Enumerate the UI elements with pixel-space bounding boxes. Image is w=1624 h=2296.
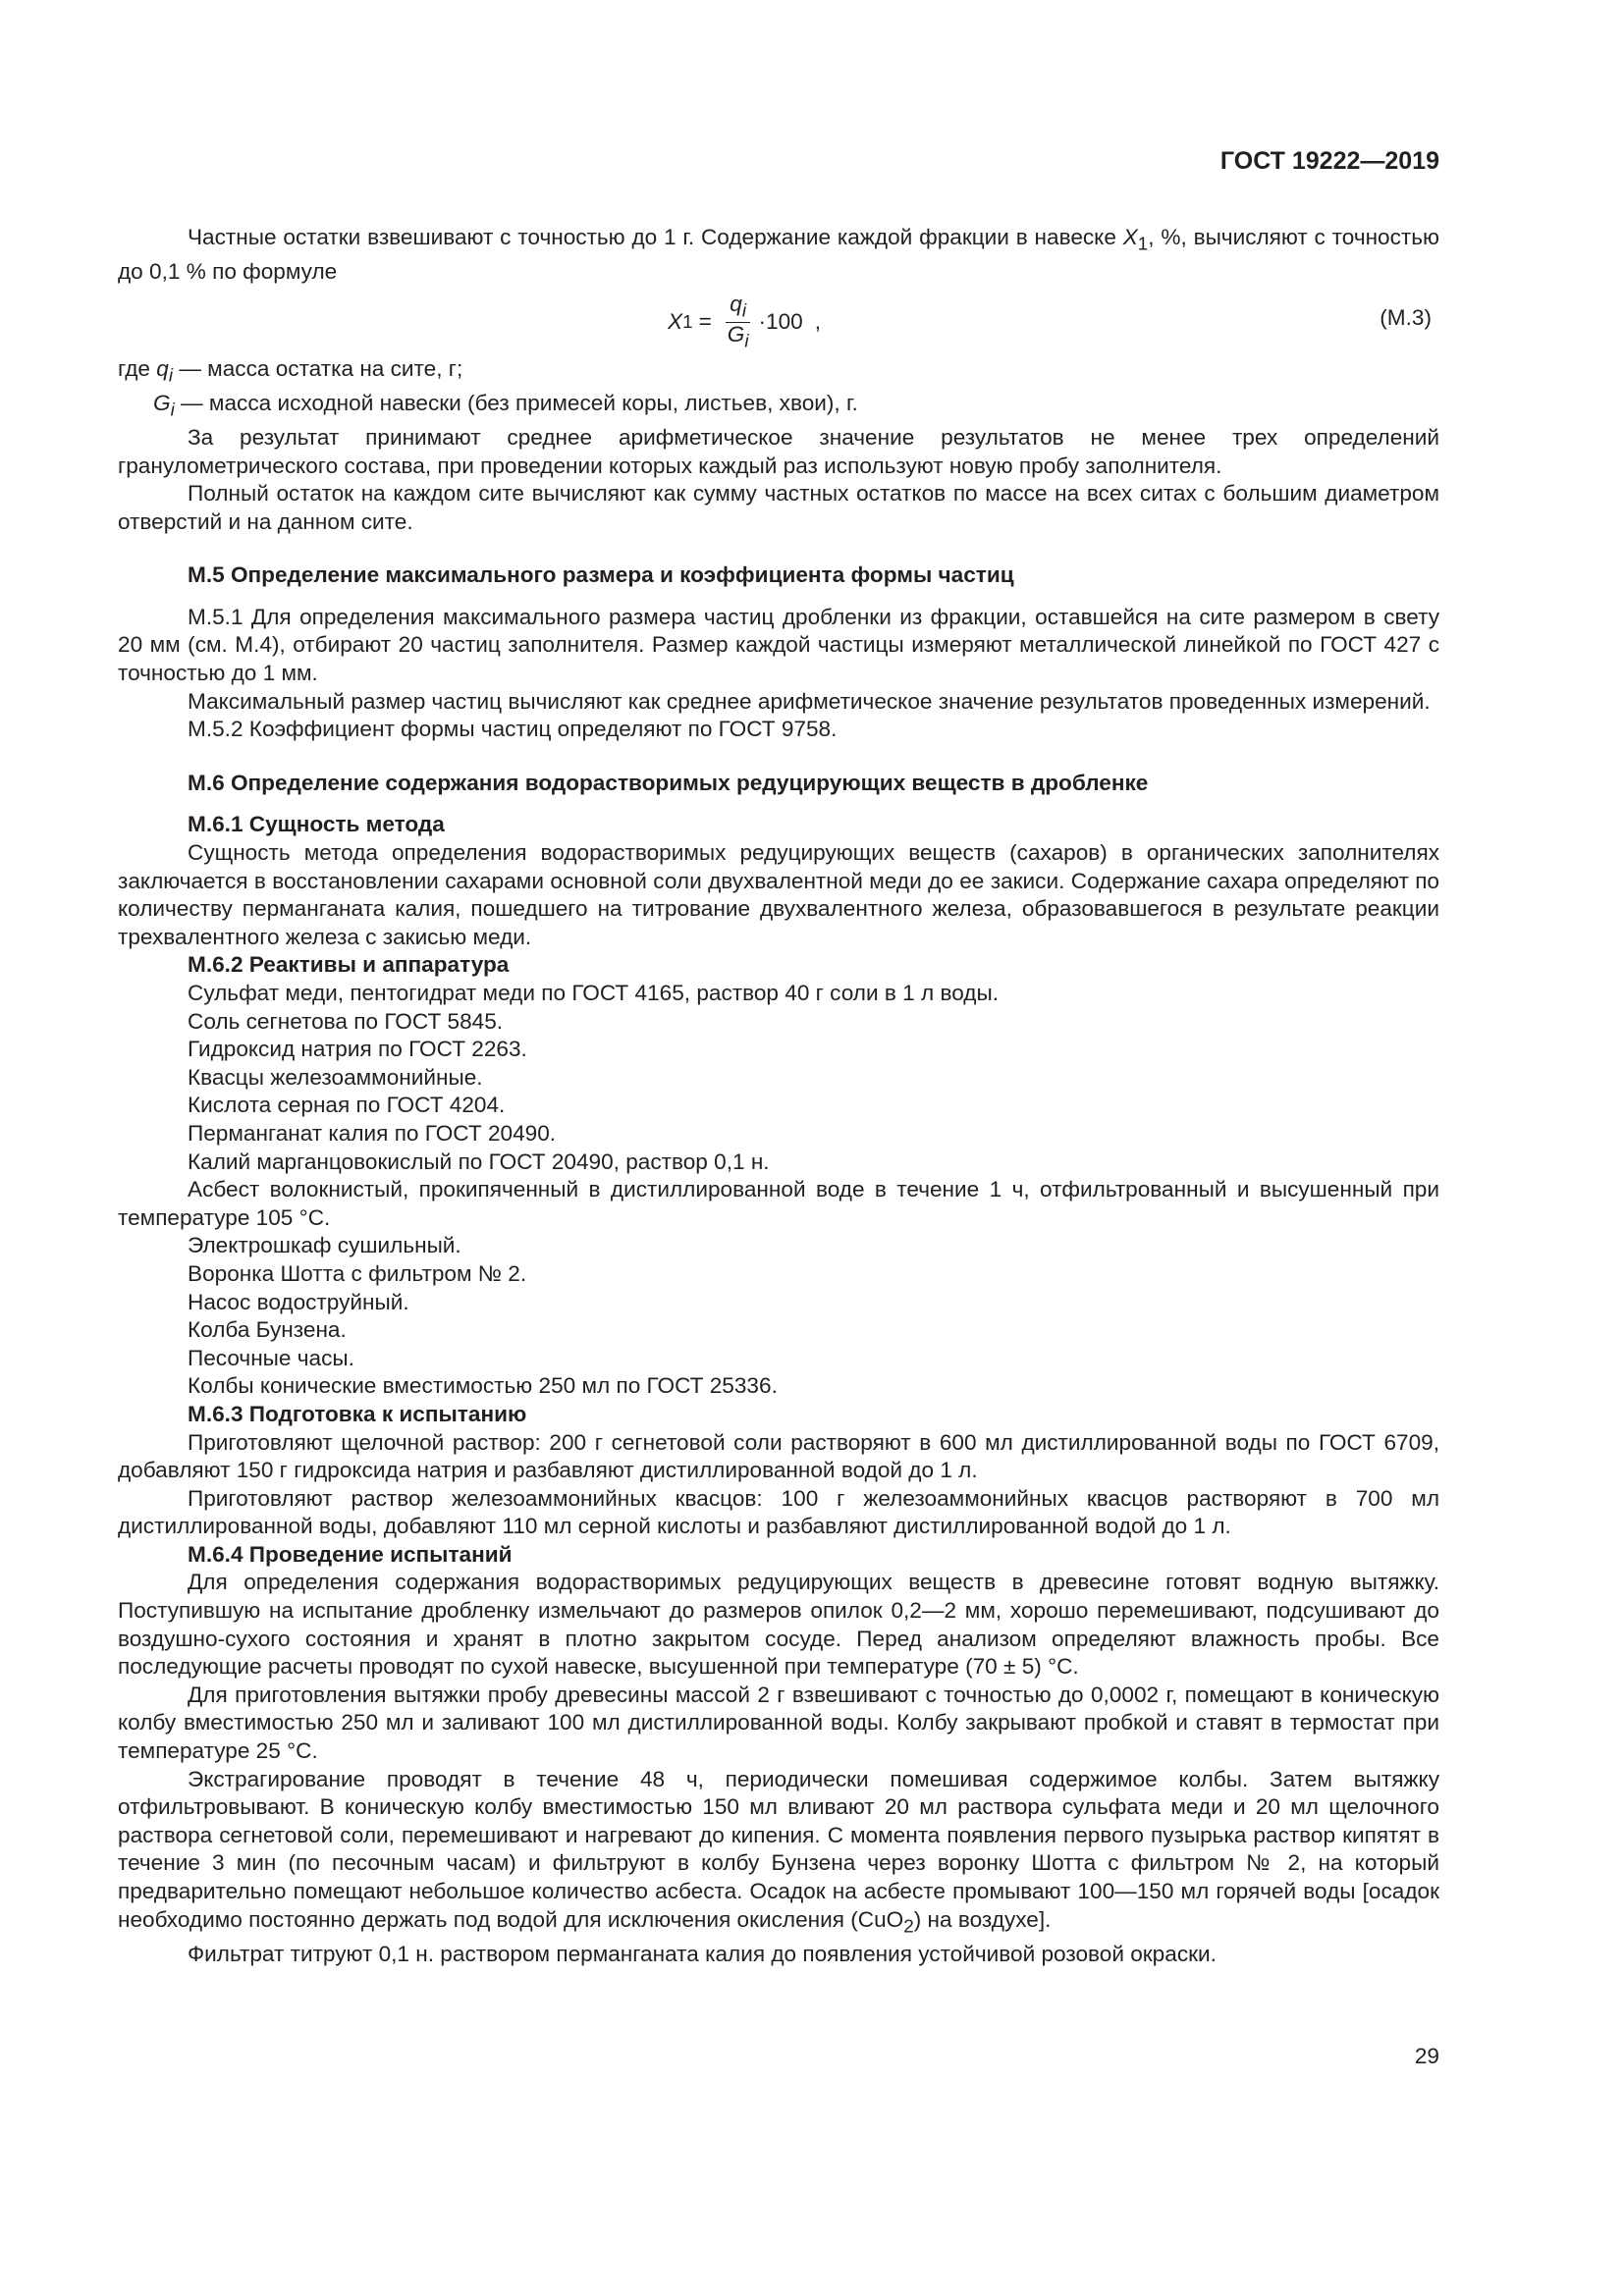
m6-4-paragraph-1: Для определения содержания водорастворимых редуцирующих веществ в древесине готовят водную вытяжку. Поступившую на испытание дробленку измельчают до размеров опилок 0,2—2 мм, хорошо перемешивают, подсушивают до воздушно-сухого состояния и хранят в плотно закрытом сосуде. Перед анализом определяют влажность пробы. Все последующие расчеты проводят по сухой навеске, высушенной при температуре (70 ± 5) °С. <box>118 1570 1439 1680</box>
reagent-item: Кислота серная по ГОСТ 4204. <box>188 1093 506 1118</box>
m5-paragraph-2: Максимальный размер частиц вычисляют как среднее арифметическое значение результатов проведенных измерений. <box>188 688 1431 714</box>
m6-3-heading: М.6.3 Подготовка к испытанию <box>188 1401 527 1426</box>
m5-paragraph-3: М.5.2 Коэффициент формы частиц определяют по ГОСТ 9758. <box>188 717 838 742</box>
full-residue-paragraph: Полный остаток на каждом сите вычисляют как сумму частных остатков по массе на всех ситах с большим диаметром отверстий и на данном сите. <box>118 481 1439 534</box>
reagent-item: Асбест волокнистый, прокипяченный в дистиллированной воде в течение 1 ч, отфильтрованный и высушенный при температуре 105 °С. <box>118 1177 1439 1230</box>
section-m5-heading: М.5 Определение максимального размера и коэффициента формы частиц <box>188 562 1014 588</box>
reagent-item: Колба Бунзена. <box>188 1317 347 1343</box>
m6-4-heading: М.6.4 Проведение испытаний <box>188 1541 513 1567</box>
formula-m3 <box>118 287 1439 355</box>
m6-4-paragraph-2: Для приготовления вытяжки пробу древесины массой 2 г взвешивают с точностью до 0,0002 г, помещают в коническую колбу вместимостью 250 мл и заливают 100 мл дистиллированной воды. Колбу закрывают пробкой и ставят в термостат при температуре 25 °С. <box>118 1682 1439 1764</box>
where-line-1: где $q_i$ — масса остатка на сите, г; <box>118 355 463 386</box>
reagent-item: Сульфат меди, пентогидрат меди по ГОСТ 4165, раствор 40 г соли в 1 л воды. <box>188 981 999 1006</box>
reagent-item: Квасцы железоаммонийные. <box>188 1064 483 1090</box>
reagent-item: Гидроксид натрия по ГОСТ 2263. <box>188 1037 527 1062</box>
where-line-2: $G_i$ — масса исходной навески (без примесей коры, листьев, хвои), г. <box>153 390 858 420</box>
result-paragraph: За результат принимают среднее арифметическое значение результатов не менее трех определений гранулометрического состава, при проведении которых каждый раз используют новую пробу заполнителя. <box>118 424 1439 478</box>
reagent-item: Колбы конические вместимостью 250 мл по ГОСТ 25336. <box>188 1373 778 1399</box>
page-number: 29 <box>1414 2044 1439 2068</box>
m6-3-paragraph-1: Приготовляют щелочной раствор: 200 г сегнетовой соли растворяют в 600 мл дистиллированной воды по ГОСТ 6709, добавляют 150 г гидроксида натрия и разбавляют дистиллированной водой до 1 л. <box>118 1429 1439 1483</box>
section-m6-heading: М.6 Определение содержания водорастворимых редуцирующих веществ в дробленке <box>188 770 1149 795</box>
m6-4-paragraph-4: Фильтрат титруют 0,1 н. раствором перманганата калия до появления устойчивой розовой окраски. <box>188 1941 1217 1966</box>
reagent-item: Соль сегнетова по ГОСТ 5845. <box>188 1008 504 1034</box>
page-content <box>118 224 1439 1968</box>
m6-1-heading: М.6.1 Сущность метода <box>188 812 445 837</box>
standard-header: ГОСТ 19222—2019 <box>1219 147 1439 175</box>
reagent-item: Песочные часы. <box>188 1345 354 1370</box>
reagent-item: Насос водоструйный. <box>188 1289 409 1314</box>
intro-paragraph: Частные остатки взвешивают с точностью до 1 г. Содержание каждой фракции в навеске $X_1$, %, вычисляют с точностью до 0,1 % по формуле <box>118 225 1439 285</box>
reagent-item: Перманганат калия по ГОСТ 20490. <box>188 1120 557 1146</box>
m6-3-paragraph-2: Приготовляют раствор железоаммонийных квасцов: 100 г железоаммонийных квасцов растворяют в 700 мл дистиллированной воды, добавляют 110 мл серной кислоты и разбавляют дистиллированной водой до 1 л. <box>118 1485 1439 1539</box>
formula-number: (М.3) <box>1380 304 1432 330</box>
reagent-item: Воронка Шотта с фильтром № 2. <box>188 1260 527 1286</box>
reagent-item: Электрошкаф сушильный. <box>188 1233 461 1258</box>
formula-fraction: $\frac{q_i}{G_i}$ <box>727 291 749 351</box>
m6-4-paragraph-3: Экстрагирование проводят в течение 48 ч, периодически помешивая содержимое колбы. Затем вытяжку отфильтровывают. В коническую колбу вместимостью 150 мл вливают 20 мл раствора сульфата меди и 20 мл щелочного раствора сегнетовой соли, перемешивают и нагревают до кипения. С момента появления первого пузырька раствор кипятят в течение 3 мин (по песочным часам) и фильтруют в колбу Бунзена через воронку Шотта с фильтром № 2, на который предварительно помещают небольшое количество асбеста. Осадок на асбесте промывают 100—150 мл горячей воды [осадок необходимо постоянно держать под водой для исключения окисления (CuO$_2$) на воздухе]. <box>118 1766 1439 1937</box>
reagent-item: Калий марганцовокислый по ГОСТ 20490, раствор 0,1 н. <box>188 1148 770 1174</box>
m5-paragraph-1: М.5.1 Для определения максимального размера частиц дробленки из фракции, оставшейся на сите размером в свету 20 мм (см. М.4), отбирают 20 частиц заполнителя. Размер каждой частицы измеряют металлической линейкой по ГОСТ 427 с точностью до 1 мм. <box>118 604 1439 686</box>
m6-1-paragraph: Сущность метода определения водорастворимых редуцирующих веществ (сахаров) в органических заполнителях заключается в восстановлении сахарами основной соли двухвалентной меди до ее закиси. Содержание сахара определяют по количеству перманганата калия, пошедшего на титрование двухвалентного железа, образовавшегося в результате реакции трехвалентного железа с закисью меди. <box>118 840 1439 949</box>
m6-2-heading: М.6.2 Реактивы и аппаратура <box>188 952 510 978</box>
formula-body: X 1 = $\frac{q_i}{G_i}$ ·100 , <box>668 291 822 351</box>
